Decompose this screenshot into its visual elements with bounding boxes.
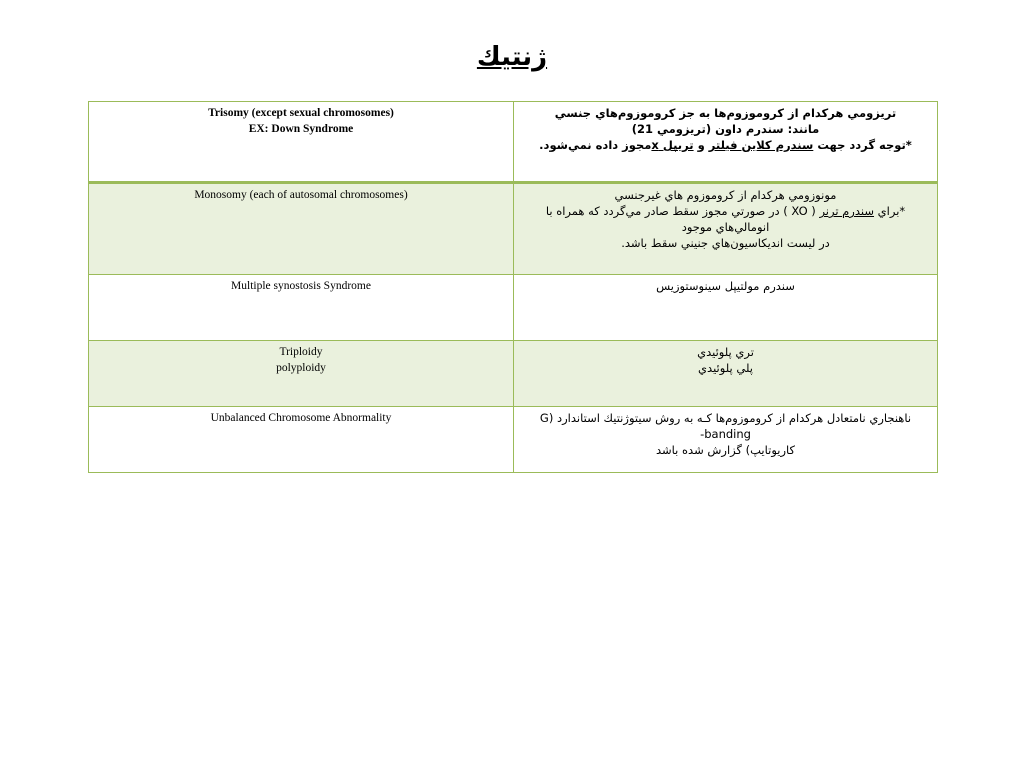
cell-text: سندرم كلاين فيلتر [708, 138, 814, 152]
cell-text: polyploidy [276, 362, 326, 374]
cell-text: EX: Down Syndrome [248, 123, 354, 135]
english-cell [89, 102, 514, 183]
cell-text-line [520, 137, 931, 153]
table-row [89, 275, 938, 341]
cell-text: مانند: سندرم داون (تريزومي 21) [631, 122, 820, 136]
persian-cell [514, 341, 938, 407]
cell-text: Trisomy (except sexual chromosomes) [208, 107, 394, 119]
english-cell [89, 341, 514, 407]
cell-text: تريپل x [651, 138, 694, 152]
cell-text: *براي [874, 204, 906, 218]
page-title: ژنتيك [476, 42, 548, 72]
cell-text: و [693, 138, 709, 152]
cell-text: تريزومي هركدام از كروموزوم‌ها به جز كروموزوم‌هاي جنسي [554, 106, 897, 120]
english-cell [89, 275, 514, 341]
persian-cell [514, 407, 938, 473]
cell-text: Multiple synostosis Syndrome [231, 280, 371, 292]
cell-text: كاريوتايپ) گزارش شده باشد [655, 443, 795, 457]
cell-text-line [520, 203, 931, 235]
table-row [89, 183, 938, 275]
cell-text: سندرم مولتيپل سينوستوزيس [656, 279, 795, 293]
persian-cell [514, 102, 938, 183]
cell-text: پلي پلوئيدي [698, 361, 753, 375]
cell-text: تري پلوئيدي [697, 345, 754, 359]
persian-cell [514, 183, 938, 275]
cell-text: Triploidy [279, 346, 323, 358]
english-cell [89, 407, 514, 473]
cell-text: ( XO ) در صورتي مجوز سقط صادر مي‌گردد كه همراه با انومالي‌هاي موجود [545, 204, 820, 234]
cell-text: Unbalanced Chromosome Abnormality [210, 412, 392, 424]
cell-text: مونوزومي هركدام از كروموزوم هاي غيرجنسي [614, 188, 837, 202]
cell-text: Monosomy (each of autosomal chromosomes) [194, 189, 408, 201]
table-row [89, 407, 938, 473]
cell-text: ناهنجاري نامتعادل هركدام از كروموزوم‌ها كـه به روش سيتوژنتيك استاندارد (G banding- [539, 411, 912, 441]
table-row [89, 341, 938, 407]
cell-text: *توجه گردد جهت [813, 138, 912, 152]
cell-text: مجوز داده نمي‌شود. [539, 138, 652, 152]
cell-text: در ليست انديكاسيون‌هاي جنيني سقط باشد. [621, 236, 830, 250]
table-row [89, 102, 938, 183]
persian-cell [514, 275, 938, 341]
english-cell [89, 183, 514, 275]
indications-table [88, 101, 938, 473]
cell-text: سندرم ترنر [819, 204, 875, 218]
